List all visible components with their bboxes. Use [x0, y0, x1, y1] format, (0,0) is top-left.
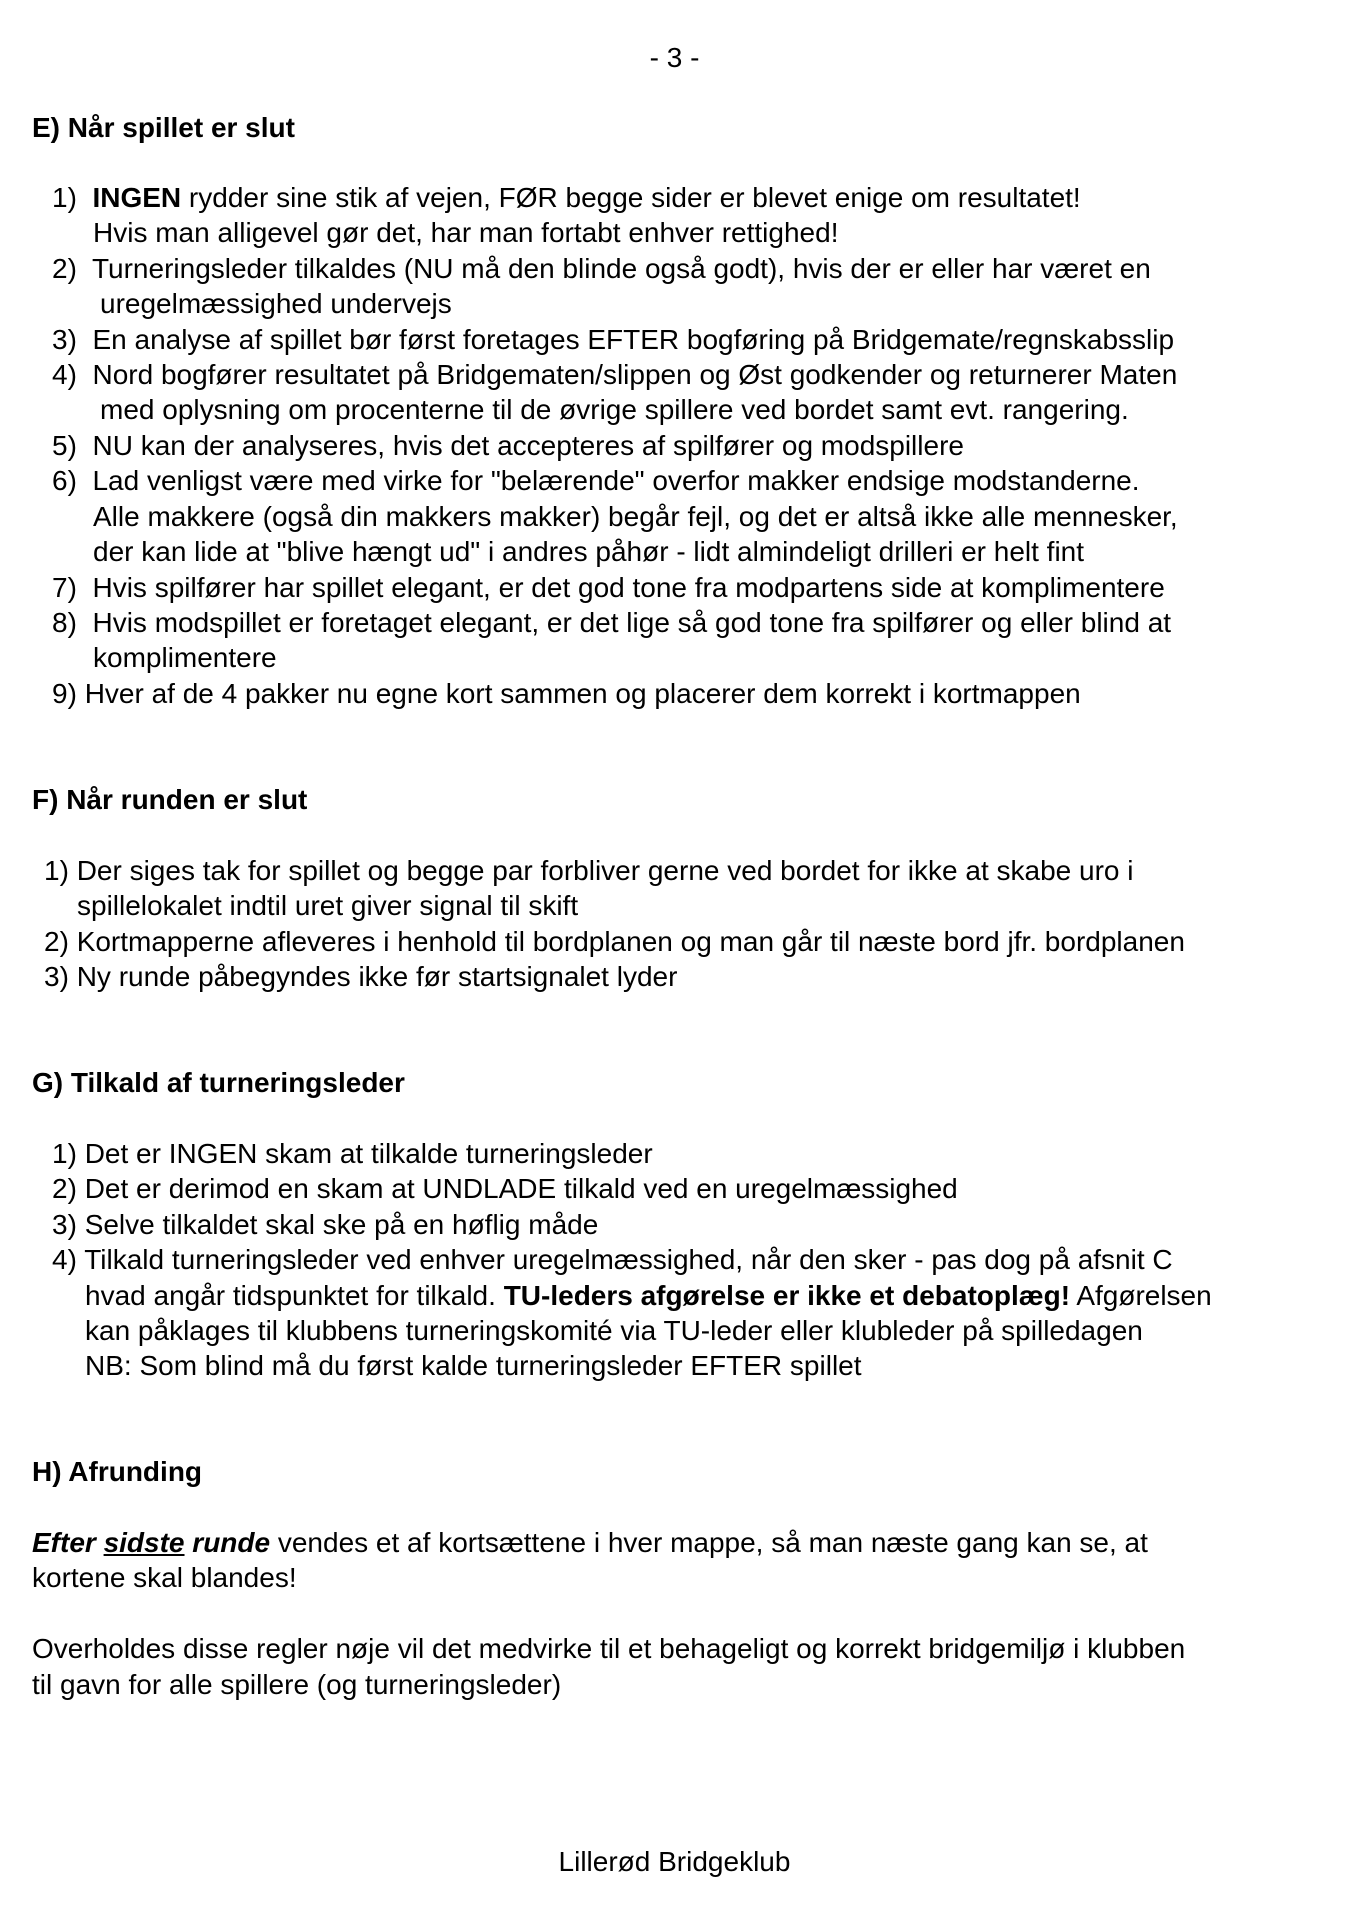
list-item: 6) Lad venligst være med virke for "belærende" overfor makker endsige modstanderne.: [52, 465, 1140, 496]
paragraph-continuation: kortene skal blandes!: [32, 1562, 297, 1593]
list-item: 2) Turneringsleder tilkaldes (NU må den blinde også godt), hvis der er eller har været en: [52, 253, 1151, 284]
section-f-heading: F) Når runden er slut: [32, 784, 308, 815]
list-item: 8) Hvis modspillet er foretaget elegant, er det lige så god tone fra spilfører og eller blind at: [52, 607, 1172, 638]
list-item: 3) En analyse af spillet bør først foretages EFTER bogføring på Bridgemate/regnskabsslip: [52, 324, 1175, 355]
list-item: 4) Tilkald turneringsleder ved enhver uregelmæssighed, når den sker - pas dog på afsnit C: [52, 1244, 1173, 1275]
paragraph: Overholdes disse regler nøje vil det medvirke til et behageligt og korrekt bridgemiljø i klubben: [32, 1633, 1186, 1664]
list-item: 1) Der siges tak for spillet og begge par forbliver gerne ved bordet for ikke at skabe uro i: [44, 855, 1134, 886]
section-h-heading: H) Afrunding: [32, 1456, 203, 1487]
list-item-continuation: der kan lide at "blive hængt ud" i andres påhør - lidt almindeligt drilleri er helt fint: [93, 536, 1085, 567]
list-item-continuation: hvad angår tidspunktet for tilkald. TU-leders afgørelse er ikke et debatoplæg! Afgørelsen: [85, 1280, 1212, 1311]
list-item: 2) Det er derimod en skam at UNDLADE tilkald ved en uregelmæssighed: [52, 1173, 958, 1204]
list-item-continuation: med oplysning om procenterne til de øvrige spillere ved bordet samt evt. rangering.: [100, 394, 1129, 425]
list-item-continuation: spillelokalet indtil uret giver signal til skift: [77, 890, 579, 921]
list-item-continuation: Alle makkere (også din makkers makker) begår fejl, og det er altså ikke alle mennesker,: [93, 501, 1178, 532]
list-item: 4) Nord bogfører resultatet på Bridgematen/slippen og Øst godkender og returnerer Maten: [52, 359, 1178, 390]
list-item: 2) Kortmapperne afleveres i henhold til bordplanen og man går til næste bord jfr. bordplanen: [44, 926, 1185, 957]
page-number: - 3 -: [649, 42, 700, 73]
paragraph: Efter sidste runde vendes et af kortsættene i hver mappe, så man næste gang kan se, at: [32, 1527, 1148, 1558]
list-item-continuation: komplimentere: [93, 642, 277, 673]
list-item: 1) Det er INGEN skam at tilkalde turneringsleder: [52, 1138, 653, 1169]
list-item: 3) Selve tilkaldet skal ske på en høflig måde: [52, 1209, 599, 1240]
list-item-continuation: NB: Som blind må du først kalde turneringsleder EFTER spillet: [85, 1350, 862, 1381]
list-item: 7) Hvis spilfører har spillet elegant, er det god tone fra modpartens side at komplimentere: [52, 572, 1165, 603]
list-item: 1) INGEN rydder sine stik af vejen, FØR begge sider er blevet enige om resultatet!: [52, 182, 1081, 213]
section-e-heading: E) Når spillet er slut: [32, 112, 295, 143]
footer-club-name: Lillerød Bridgeklub: [558, 1846, 791, 1877]
list-item: 3) Ny runde påbegyndes ikke før startsignalet lyder: [44, 961, 678, 992]
paragraph-continuation: til gavn for alle spillere (og turneringsleder): [32, 1669, 562, 1700]
section-g-heading: G) Tilkald af turneringsleder: [32, 1067, 405, 1098]
list-item: 5) NU kan der analyseres, hvis det accepteres af spilfører og modspillere: [52, 430, 964, 461]
list-item: 9) Hver af de 4 pakker nu egne kort sammen og placerer dem korrekt i kortmappen: [52, 678, 1081, 709]
list-item-continuation: Hvis man alligevel gør det, har man fortabt enhver rettighed!: [93, 217, 839, 248]
list-item-continuation: uregelmæssighed undervejs: [100, 288, 452, 319]
list-item-continuation: kan påklages til klubbens turneringskomité via TU-leder eller klubleder på spilledagen: [85, 1315, 1143, 1346]
